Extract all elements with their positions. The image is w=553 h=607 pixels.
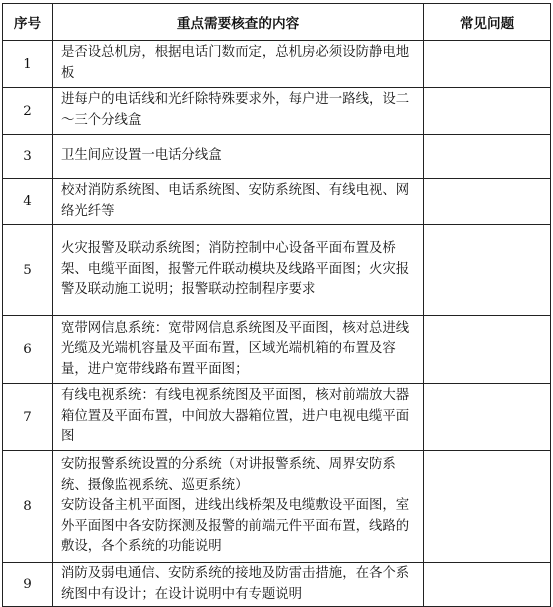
row-issues <box>424 316 551 384</box>
header-content: 重点需要核查的内容 <box>53 4 424 41</box>
row-content: 是否设总机房，根据电话门数而定，总机房必须设防静电地板 <box>53 41 424 88</box>
row-content: 进每户的电话线和光纤除特殊要求外，每户进一路线，设二～三个分线盒 <box>53 88 424 135</box>
row-issues <box>424 563 551 607</box>
row-issues <box>424 384 551 451</box>
row-index: 5 <box>3 225 53 316</box>
table-row <box>3 179 551 225</box>
row-index: 1 <box>3 41 53 88</box>
row-index: 9 <box>3 563 53 607</box>
row-issues <box>424 451 551 563</box>
header-index: 序号 <box>3 4 53 41</box>
row-content: 宽带网信息系统：宽带网信息系统图及平面图，核对总进线光缆及光端机容量及平面布置，区域光端机箱的布置及容量，进户宽带线路布置平面图； <box>53 316 424 384</box>
row-index: 6 <box>3 316 53 384</box>
table-header-row <box>3 4 551 41</box>
table-row <box>3 41 551 88</box>
review-table-container <box>2 3 551 607</box>
row-issues <box>424 225 551 316</box>
header-issues: 常见问题 <box>424 4 551 41</box>
table-row <box>3 384 551 451</box>
row-issues <box>424 135 551 179</box>
row-issues <box>424 88 551 135</box>
row-issues <box>424 179 551 225</box>
row-content: 消防及弱电通信、安防系统的接地及防雷击措施，在各个系统图中有设计；在设计说明中有专题说明 <box>53 563 424 607</box>
row-content: 有线电视系统：有线电视系统图及平面图，核对前端放大器箱位置及平面布置，中间放大器箱位置，进户电视电缆平面图 <box>53 384 424 451</box>
table-row <box>3 451 551 563</box>
row-content: 卫生间应设置一电话分线盒 <box>53 135 424 179</box>
row-content: 校对消防系统图、电话系统图、安防系统图、有线电视、网络光纤等 <box>53 179 424 225</box>
row-index: 7 <box>3 384 53 451</box>
row-issues <box>424 41 551 88</box>
table-row <box>3 225 551 316</box>
table-row <box>3 316 551 384</box>
row-content: 火灾报警及联动系统图；消防控制中心设备平面布置及桥架、电缆平面图，报警元件联动模块及线路平面图；火灾报警及联动施工说明；报警联动控制程序要求 <box>53 225 424 316</box>
table-row <box>3 88 551 135</box>
row-index: 2 <box>3 88 53 135</box>
row-content: 安防报警系统设置的分系统（对讲报警系统、周界安防系统、摄像监视系统、巡更系统） 安防设备主机平面图，进线出线桥架及电缆敷设平面图，室外平面图中各安防探测及报警的前端元件平面布置，线路的敷设，各个系统的功能说明 <box>53 451 424 563</box>
row-index: 8 <box>3 451 53 563</box>
table-row <box>3 563 551 607</box>
table-row <box>3 135 551 179</box>
row-index: 3 <box>3 135 53 179</box>
review-checklist-table <box>2 3 551 607</box>
row-index: 4 <box>3 179 53 225</box>
